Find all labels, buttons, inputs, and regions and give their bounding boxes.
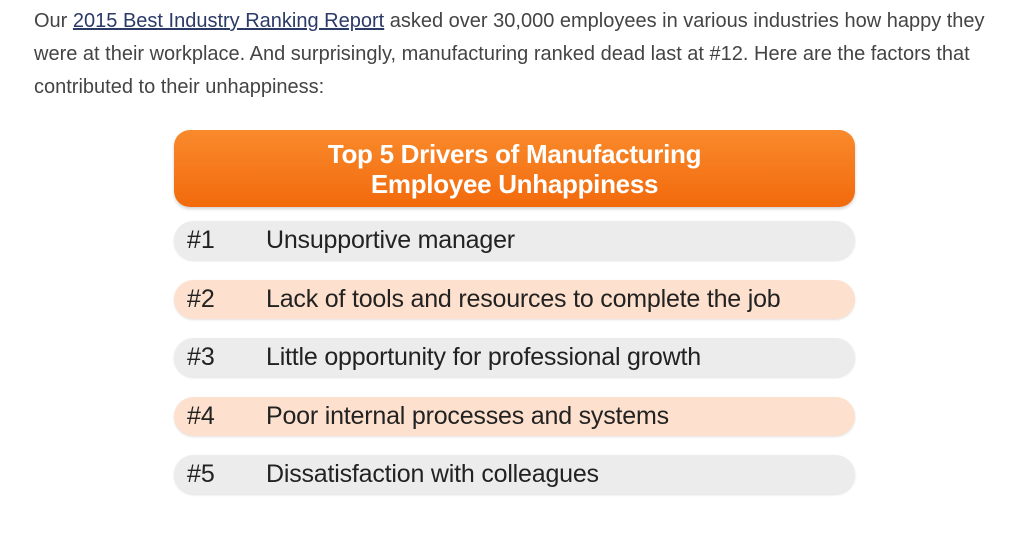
- report-link[interactable]: 2015 Best Industry Ranking Report: [72, 10, 385, 32]
- intro-paragraph: [34, 5, 1009, 104]
- driver-row-2: [174, 280, 855, 319]
- driver-rank: #3: [187, 343, 215, 371]
- driver-row-3: [174, 338, 855, 377]
- driver-rank: #2: [187, 285, 215, 313]
- infographic-title-line1: Top 5 Drivers of Manufacturing: [327, 138, 702, 169]
- infographic-title-line2: Employee Unhappiness: [370, 168, 659, 199]
- driver-label: Little opportunity for professional growth: [266, 343, 701, 371]
- driver-rank: #4: [187, 402, 215, 430]
- driver-label: Dissatisfaction with colleagues: [266, 460, 599, 488]
- driver-label: Poor internal processes and systems: [266, 402, 669, 430]
- driver-label: Lack of tools and resources to complete the job: [266, 285, 781, 313]
- driver-rank: #1: [187, 226, 215, 254]
- intro-suffix: asked over 30,000 employees in various industries how happy they were at their workplace. And surprisingly, manufacturing ranked dead last at #12. Here are the factors that contributed to their unhappiness:: [34, 10, 985, 98]
- driver-row-5: [174, 455, 855, 494]
- infographic-header: [174, 130, 855, 207]
- driver-row-4: [174, 397, 855, 436]
- driver-rank: #5: [187, 460, 215, 488]
- intro-prefix: Our: [34, 10, 73, 32]
- driver-label: Unsupportive manager: [266, 226, 515, 254]
- driver-row-1: [174, 221, 855, 260]
